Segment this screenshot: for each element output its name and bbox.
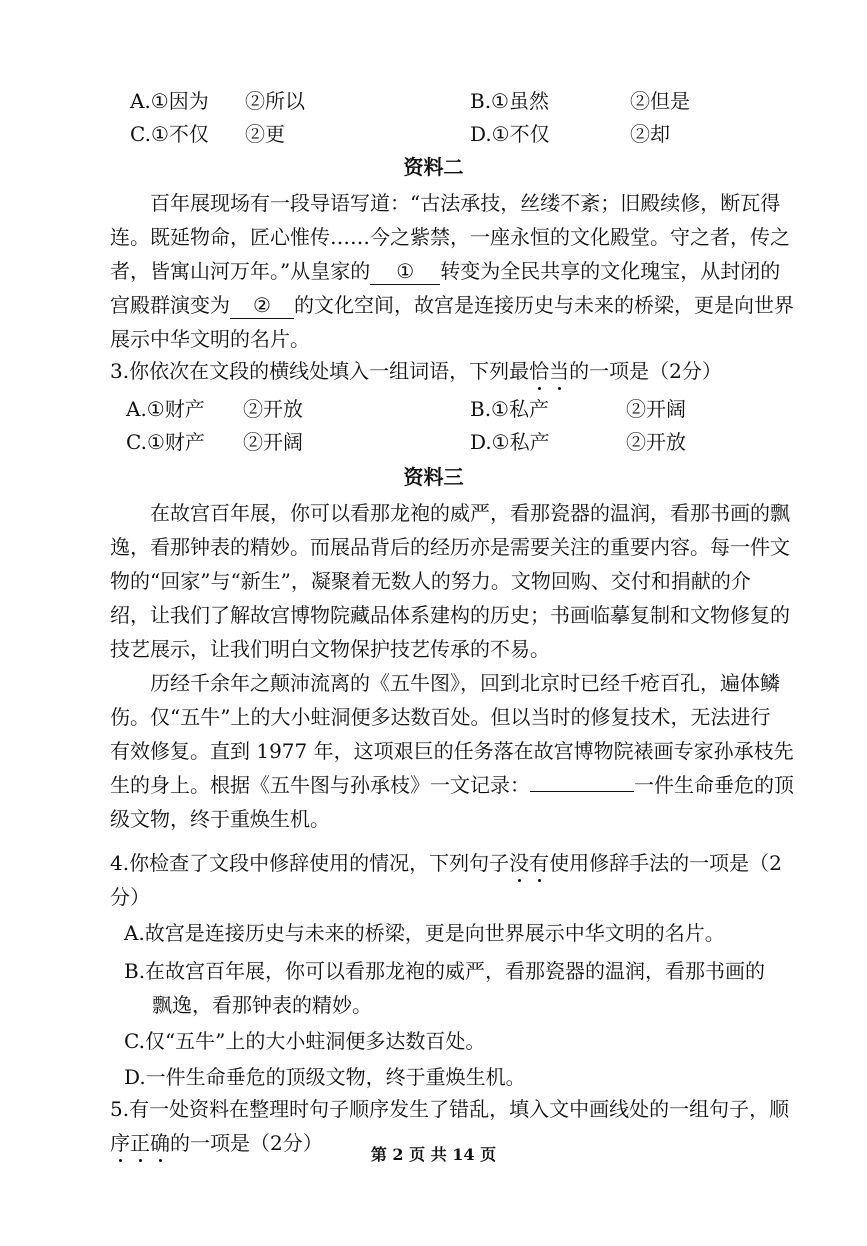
q3-option-d[interactable]: D.①私产 — [470, 430, 550, 454]
q3-option-d-word: ②开放 — [626, 430, 686, 454]
text-line: 级文物，终于重焕生机。 — [110, 807, 330, 831]
text-line — [110, 288, 810, 322]
q2-option-c: C.①不仅 — [130, 122, 209, 146]
text-line: 百年展现场有一段导语写道：“古法承技，丝缕不紊；旧殿续修，断瓦得 — [150, 191, 781, 215]
q4-stem-text: 4.你检查了文段中修辞使用的情况，下列句子 — [110, 851, 510, 875]
text-line: 5.有一处资料在整理时句子顺序发生了错乱，填入文中画线处的一组句子，顺 — [110, 1097, 790, 1121]
q3-option-c-word: ②开阔 — [243, 430, 303, 454]
q4-option-b[interactable]: B.在故宫百年展，你可以看那龙袍的威严，看那瓷器的温润，看那书画的 — [124, 959, 766, 983]
text-line: 有效修复。直到 1977 年，这项艰巨的任务落在故宫博物院裱画专家孙承枝先 — [110, 739, 794, 763]
q4-stem — [110, 846, 810, 914]
q2-option-d-word: ②却 — [630, 122, 670, 146]
emphasis-char: 正 — [130, 1131, 150, 1155]
text-segment: 者，皆寓山河万年。”从皇家的 — [110, 259, 371, 283]
emphasis-char: 序 — [110, 1131, 130, 1155]
q3-option-c[interactable]: C.①财产 — [126, 430, 205, 454]
text-segment: 生的身上。根据《五牛图与孙承枝》一文记录： — [110, 773, 530, 797]
emphasis-char: 有 — [529, 851, 550, 875]
text-segment: 一件生命垂危的顶 — [634, 773, 794, 797]
q2-option-a-word: ②所以 — [245, 89, 305, 113]
text-line: 物的“回家”与“新生”，凝聚着无数人的努力。文物回购、交付和捐献的介 — [110, 569, 751, 593]
q4-option-b-continued: 飘逸，看那钟表的精妙。 — [152, 993, 372, 1017]
material-2-title: 资料二 — [403, 155, 464, 179]
q4-option-a[interactable]: A.故宫是连接历史与未来的桥梁，更是向世界展示中华文明的名片。 — [124, 921, 725, 945]
text-segment: 的文化空间，故宫是连接历史与未来的桥梁，更是向世界 — [294, 293, 794, 317]
text-line: 绍，让我们了解故宫博物院藏品体系建构的历史；书画临摹复制和文物修复的 — [110, 603, 790, 627]
q5-stem-text: 的一项是（2分） — [170, 1131, 323, 1155]
q2-option-b: B.①虽然 — [470, 89, 549, 113]
emphasis-char: 当 — [549, 359, 570, 383]
q3-option-b-word: ②开阔 — [626, 397, 686, 421]
blank-1[interactable]: ① — [370, 258, 440, 285]
q4-option-c[interactable]: C.仅“五牛”上的大小蛀洞便多达数百处。 — [124, 1029, 486, 1053]
q3-option-a-word: ②开放 — [243, 397, 303, 421]
blank-2[interactable]: ② — [230, 292, 294, 319]
text-line: 历经千余年之颠沛流离的《五牛图》，回到北京时已经千疮百孔，遍体鳞 — [150, 671, 780, 695]
text-line: 技艺展示，让我们明白文物保护技艺传承的不易。 — [110, 637, 550, 661]
q4-stem-text: 使用修辞手法的一项是（2 — [549, 851, 782, 875]
emphasis-char: 确 — [150, 1131, 170, 1155]
q3-option-b[interactable]: B.①私产 — [470, 397, 549, 421]
emphasis-char: 没 — [509, 851, 530, 875]
underlined-blank[interactable] — [530, 791, 634, 792]
text-line: 连。既延物命，匠心惟传……今之紫禁，一座永恒的文化殿堂。守之者，传之 — [110, 225, 790, 249]
text-line: 逸，看那钟表的精妙。而展品背后的经历亦是需要关注的重要内容。每一件文 — [110, 535, 790, 559]
q3-stem-text: 3.你依次在文段的横线处填入一组词语，下列最 — [110, 359, 530, 383]
q2-option-d: D.①不仅 — [470, 122, 550, 146]
q3-option-a[interactable]: A.①财产 — [126, 397, 205, 421]
q3-stem — [110, 356, 722, 386]
text-segment: 转变为全民共享的文化瑰宝，从封闭的 — [440, 259, 781, 283]
q2-option-c-word: ②更 — [245, 122, 285, 146]
page-footer: 第 2 页 共 14 页 — [370, 1145, 497, 1164]
text-line: 伤。仅“五牛”上的大小蛀洞便多达数百处。但以当时的修复技术，无法进行 — [110, 705, 771, 729]
text-line — [110, 768, 810, 802]
material-3-paragraph — [110, 496, 810, 836]
material-2-paragraph — [110, 186, 810, 356]
text-segment: 宫殿群演变为 — [110, 293, 230, 317]
text-line: 展示中华文明的名片。 — [110, 327, 310, 351]
material-3-title: 资料三 — [403, 465, 464, 489]
q4-option-d[interactable]: D.一件生命垂危的顶级文物，终于重焕生机。 — [124, 1065, 526, 1089]
text-line — [110, 846, 810, 880]
q2-option-a: A.①因为 — [130, 89, 209, 113]
text-line — [110, 254, 810, 288]
emphasis-char: 恰 — [529, 359, 550, 383]
text-line: 在故宫百年展，你可以看那龙袍的威严，看那瓷器的温润，看那书画的飘 — [150, 501, 790, 525]
q3-stem-text: 的一项是（2分） — [569, 359, 722, 383]
q2-option-b-word: ②但是 — [630, 89, 690, 113]
text-line: 分） — [110, 885, 150, 909]
